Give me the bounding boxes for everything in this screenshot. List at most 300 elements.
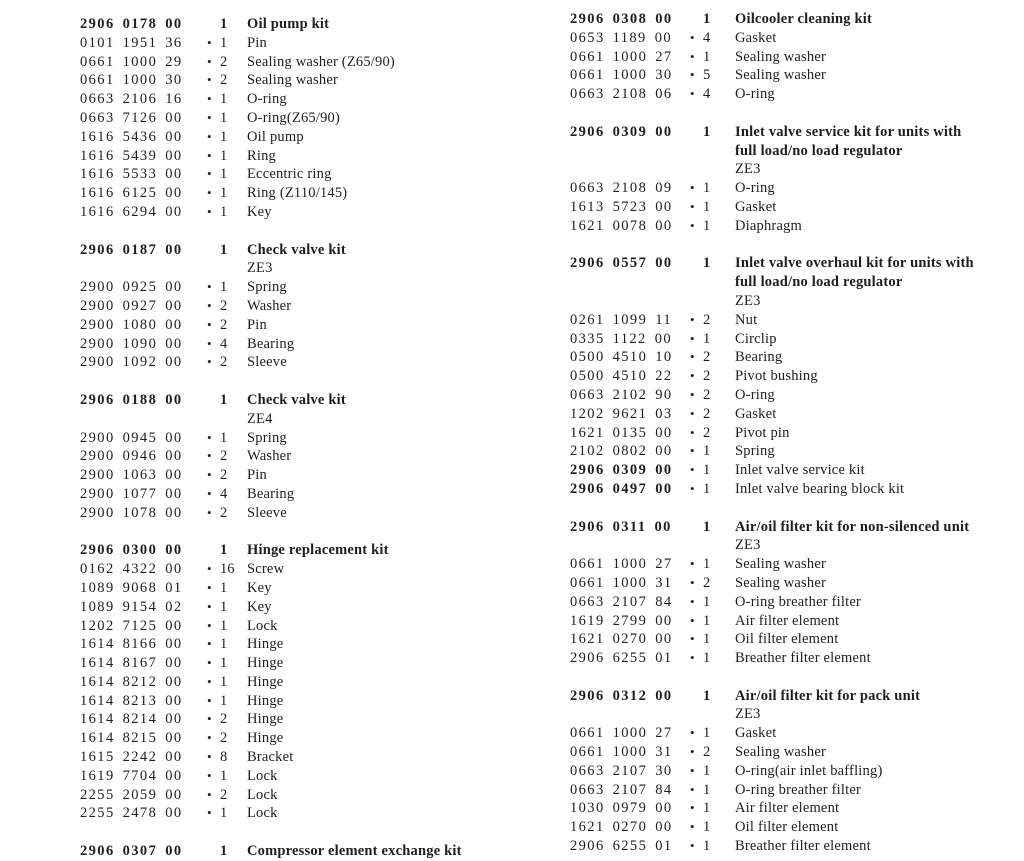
part-row xyxy=(80,184,545,203)
qty-cell xyxy=(207,147,247,166)
part-row xyxy=(80,71,545,90)
kit-title: Inlet valve service kit for units with xyxy=(735,123,962,140)
part-qty: 1 xyxy=(703,612,711,629)
part-qty: 1 xyxy=(703,631,711,648)
qty-cell xyxy=(207,617,247,636)
qty-cell xyxy=(690,743,735,762)
part-description: Hinge xyxy=(247,730,284,747)
part-qty: 2 xyxy=(220,354,228,371)
kit-variant: ZE3 xyxy=(247,260,273,277)
part-qty: 1 xyxy=(703,781,711,798)
part-number: 1614 8214 00 xyxy=(80,711,183,728)
part-row xyxy=(570,424,1022,443)
kit-variant-row xyxy=(570,705,1022,724)
part-row xyxy=(80,128,545,147)
part-description: Pin xyxy=(247,34,267,51)
kit-title: Check valve kit xyxy=(247,241,346,258)
kit-qty: 1 xyxy=(703,255,711,272)
part-row xyxy=(80,335,545,354)
part-number: 0663 2107 84 xyxy=(570,781,673,798)
part-number: 1202 9621 03 xyxy=(570,405,673,422)
part-row xyxy=(80,654,545,673)
kit-variant-row xyxy=(570,292,1022,311)
part-qty: 4 xyxy=(220,485,228,502)
part-qty: 2 xyxy=(220,467,228,484)
part-number: 1089 9068 01 xyxy=(80,579,183,596)
part-description: O-ring xyxy=(247,91,287,108)
part-qty: 1 xyxy=(220,147,228,164)
part-qty: 2 xyxy=(220,711,228,728)
section-gap xyxy=(80,222,545,241)
bullet-icon: • xyxy=(690,744,695,760)
section-gap xyxy=(80,523,545,542)
qty-cell xyxy=(207,466,247,485)
part-number: 0663 2102 90 xyxy=(570,386,673,403)
qty-cell xyxy=(207,447,247,466)
bullet-icon: • xyxy=(207,91,212,107)
part-row xyxy=(80,278,545,297)
kit-qty: 1 xyxy=(220,843,228,860)
kit-title-continuation: full load/no load regulator xyxy=(735,142,903,159)
part-number: 0661 1000 31 xyxy=(570,744,673,761)
bullet-icon: • xyxy=(690,480,695,496)
kit-header-row xyxy=(570,518,1022,537)
parts-column-left xyxy=(80,15,545,861)
part-qty: 1 xyxy=(703,330,711,347)
part-qty: 1 xyxy=(220,617,228,634)
qty-cell xyxy=(207,485,247,504)
part-description: Pin xyxy=(247,316,267,333)
part-description: Lock xyxy=(247,805,278,822)
part-number: 0162 4322 00 xyxy=(80,561,183,578)
part-description: Ring xyxy=(247,147,276,164)
qty-cell xyxy=(207,90,247,109)
part-description: Pivot pin xyxy=(735,424,790,441)
spacer-cell xyxy=(690,292,735,311)
qty-cell xyxy=(690,837,735,856)
part-description: O-ring(air inlet baffling) xyxy=(735,762,883,779)
part-number: 0661 1000 30 xyxy=(80,72,183,89)
part-number: 2900 1090 00 xyxy=(80,335,183,352)
part-qty: 1 xyxy=(220,166,228,183)
part-number: 2900 1063 00 xyxy=(80,467,183,484)
qty-cell xyxy=(207,804,247,823)
kit-variant-row xyxy=(570,160,1022,179)
qty-cell xyxy=(207,71,247,90)
part-description: Lock xyxy=(247,767,278,784)
bullet-icon: • xyxy=(207,166,212,182)
kit-number: 2906 0188 00 xyxy=(80,391,183,408)
part-description: Air filter element xyxy=(735,800,840,817)
part-description: Circlip xyxy=(735,330,777,347)
kit-qty: 1 xyxy=(220,241,228,258)
part-row xyxy=(80,598,545,617)
qty-cell xyxy=(207,635,247,654)
part-number: 0653 1189 00 xyxy=(570,29,673,46)
part-number: 1621 0078 00 xyxy=(570,217,673,234)
qty-cell xyxy=(690,724,735,743)
part-qty: 2 xyxy=(220,53,228,70)
bullet-icon: • xyxy=(207,711,212,727)
bullet-icon: • xyxy=(207,34,212,50)
part-row xyxy=(570,367,1022,386)
qty-cell xyxy=(207,579,247,598)
section-gap xyxy=(80,372,545,391)
kit-variant: ZE3 xyxy=(735,706,761,723)
spacer-cell xyxy=(570,536,690,555)
qty-cell xyxy=(690,311,735,330)
bullet-icon: • xyxy=(690,650,695,666)
part-qty: 2 xyxy=(220,448,228,465)
part-number: 1089 9154 02 xyxy=(80,598,183,615)
part-description: Bracket xyxy=(247,749,294,766)
part-description: O-ring breather filter xyxy=(735,781,861,798)
qty-cell xyxy=(207,109,247,128)
part-row xyxy=(80,692,545,711)
qty-cell xyxy=(690,593,735,612)
bullet-icon: • xyxy=(690,180,695,196)
part-row xyxy=(570,217,1022,236)
part-qty: 1 xyxy=(220,34,228,51)
part-description: Gasket xyxy=(735,198,777,215)
section-gap xyxy=(570,236,1022,255)
part-row xyxy=(80,447,545,466)
bullet-icon: • xyxy=(690,386,695,402)
part-number: 1616 5439 00 xyxy=(80,147,183,164)
qty-cell xyxy=(690,762,735,781)
part-qty: 2 xyxy=(703,424,711,441)
part-qty: 1 xyxy=(220,579,228,596)
bullet-icon: • xyxy=(207,297,212,313)
part-qty: 1 xyxy=(703,725,711,742)
part-number: 2906 0309 00 xyxy=(570,462,673,479)
bullet-icon: • xyxy=(690,86,695,102)
kit-header-row xyxy=(80,842,545,861)
part-qty: 4 xyxy=(220,335,228,352)
qty-cell xyxy=(207,335,247,354)
part-qty: 1 xyxy=(703,650,711,667)
kit-title: Oilcooler cleaning kit xyxy=(735,11,873,27)
bullet-icon: • xyxy=(207,185,212,201)
part-row xyxy=(80,767,545,786)
part-qty: 1 xyxy=(703,198,711,215)
bullet-icon: • xyxy=(207,730,212,746)
part-description: Sealing washer xyxy=(735,574,826,591)
part-qty: 4 xyxy=(703,86,711,103)
qty-cell xyxy=(207,391,247,410)
part-description: O-ring xyxy=(735,386,775,403)
part-description: Bearing xyxy=(247,485,295,502)
part-row xyxy=(80,560,545,579)
part-row xyxy=(570,480,1022,499)
part-qty: 2 xyxy=(703,744,711,761)
kit-variant: ZE3 xyxy=(735,161,761,178)
kit-header-row xyxy=(570,687,1022,706)
part-description: Hinge xyxy=(247,692,284,709)
qty-cell xyxy=(207,842,247,861)
qty-cell xyxy=(690,367,735,386)
part-row xyxy=(570,837,1022,856)
part-row xyxy=(80,147,545,166)
qty-cell xyxy=(690,198,735,217)
part-row xyxy=(570,386,1022,405)
part-row xyxy=(80,729,545,748)
qty-cell xyxy=(207,429,247,448)
bullet-icon: • xyxy=(690,762,695,778)
bullet-icon: • xyxy=(690,819,695,835)
qty-cell xyxy=(690,649,735,668)
part-number: 1614 8167 00 xyxy=(80,655,183,672)
bullet-icon: • xyxy=(690,48,695,64)
part-description: Hinge xyxy=(247,655,284,672)
kit-header-row xyxy=(570,254,1022,273)
part-description: Sealing washer xyxy=(735,556,826,573)
bullet-icon: • xyxy=(690,781,695,797)
bullet-icon: • xyxy=(690,462,695,478)
qty-cell xyxy=(690,612,735,631)
part-number: 0261 1099 11 xyxy=(570,311,673,328)
part-row xyxy=(570,649,1022,668)
qty-cell xyxy=(690,799,735,818)
bullet-icon: • xyxy=(690,725,695,741)
part-qty: 1 xyxy=(220,203,228,220)
qty-cell xyxy=(207,353,247,372)
section-gap xyxy=(570,104,1022,123)
part-qty: 2 xyxy=(220,730,228,747)
bullet-icon: • xyxy=(207,128,212,144)
part-description: Washer xyxy=(247,448,292,465)
part-description: Air filter element xyxy=(735,612,840,629)
kit-qty: 1 xyxy=(220,16,228,32)
part-row xyxy=(570,612,1022,631)
part-row xyxy=(80,485,545,504)
bullet-icon: • xyxy=(207,53,212,69)
kit-number: 2906 0178 00 xyxy=(80,16,183,32)
part-description: Hinge xyxy=(247,673,284,690)
part-number: 1614 8213 00 xyxy=(80,692,183,709)
part-row xyxy=(80,804,545,823)
kit-title: Check valve kit xyxy=(247,391,346,408)
part-row xyxy=(570,781,1022,800)
section-gap xyxy=(80,823,545,842)
kit-qty: 1 xyxy=(703,123,711,140)
qty-cell xyxy=(207,15,247,34)
part-qty: 1 xyxy=(220,429,228,446)
part-row xyxy=(80,297,545,316)
part-description: Spring xyxy=(735,443,775,460)
part-row xyxy=(80,90,545,109)
part-qty: 2 xyxy=(703,405,711,422)
bullet-icon: • xyxy=(207,335,212,351)
part-description: Gasket xyxy=(735,405,777,422)
part-description: Oil filter element xyxy=(735,631,839,648)
part-description: Breather filter element xyxy=(735,838,871,855)
bullet-icon: • xyxy=(207,279,212,295)
part-description: O-ring breather filter xyxy=(735,593,861,610)
kit-number: 2906 0308 00 xyxy=(570,11,673,27)
bullet-icon: • xyxy=(207,485,212,501)
qty-cell xyxy=(207,673,247,692)
part-description: Key xyxy=(247,598,272,615)
qty-cell xyxy=(690,48,735,67)
spacer-cell xyxy=(690,536,735,555)
part-description: Sealing washer (Z65/90) xyxy=(247,53,395,70)
part-description: Pin xyxy=(247,467,267,484)
qty-cell xyxy=(207,598,247,617)
part-qty: 8 xyxy=(220,749,228,766)
qty-cell xyxy=(207,654,247,673)
spacer-cell xyxy=(570,292,690,311)
qty-cell xyxy=(690,574,735,593)
section-gap xyxy=(570,499,1022,518)
part-number: 0663 2108 09 xyxy=(570,180,673,197)
part-qty: 1 xyxy=(703,800,711,817)
kit-title-continuation-row xyxy=(570,273,1022,292)
kit-number: 2906 0307 00 xyxy=(80,843,183,860)
part-qty: 1 xyxy=(220,655,228,672)
part-number: 0661 1000 27 xyxy=(570,725,673,742)
qty-cell xyxy=(690,405,735,424)
bullet-icon: • xyxy=(690,67,695,83)
qty-cell xyxy=(207,541,247,560)
part-qty: 2 xyxy=(220,786,228,803)
bullet-icon: • xyxy=(207,767,212,783)
qty-cell xyxy=(207,710,247,729)
spacer-cell xyxy=(570,273,690,292)
part-number: 1616 5533 00 xyxy=(80,166,183,183)
part-qty: 2 xyxy=(220,504,228,521)
kit-qty: 1 xyxy=(703,687,711,704)
part-row xyxy=(570,179,1022,198)
part-number: 2906 6255 01 xyxy=(570,650,673,667)
bullet-icon: • xyxy=(690,556,695,572)
part-qty: 1 xyxy=(220,673,228,690)
kit-variant-row xyxy=(80,410,545,429)
part-qty: 1 xyxy=(220,279,228,296)
part-qty: 1 xyxy=(703,593,711,610)
part-description: Bearing xyxy=(247,335,295,352)
kit-number: 2906 0309 00 xyxy=(570,123,673,140)
qty-cell xyxy=(690,781,735,800)
kit-variant: ZE3 xyxy=(735,292,761,309)
kit-qty: 1 xyxy=(220,391,228,408)
part-row xyxy=(570,743,1022,762)
part-number: 2900 0927 00 xyxy=(80,297,183,314)
part-description: Spring xyxy=(247,279,287,296)
part-qty: 1 xyxy=(220,692,228,709)
part-description: Inlet valve service kit xyxy=(735,462,865,479)
part-number: 1613 5723 00 xyxy=(570,198,673,215)
part-row xyxy=(80,635,545,654)
part-number: 1030 0979 00 xyxy=(570,800,673,817)
qty-cell xyxy=(207,560,247,579)
part-number: 2900 0945 00 xyxy=(80,429,183,446)
spacer-cell xyxy=(570,705,690,724)
part-number: 1621 0270 00 xyxy=(570,819,673,836)
part-number: 1621 0135 00 xyxy=(570,424,673,441)
kit-title: Air/oil filter kit for non-silenced unit xyxy=(735,518,970,535)
part-number: 2900 1078 00 xyxy=(80,504,183,521)
part-row xyxy=(570,555,1022,574)
part-number: 1619 7704 00 xyxy=(80,767,183,784)
part-number: 0663 2107 84 xyxy=(570,593,673,610)
part-row xyxy=(80,316,545,335)
qty-cell xyxy=(690,386,735,405)
part-row xyxy=(570,48,1022,67)
part-description: Sleeve xyxy=(247,354,287,371)
qty-cell xyxy=(690,330,735,349)
qty-cell xyxy=(690,123,735,142)
part-qty: 1 xyxy=(220,91,228,108)
spacer-cell xyxy=(80,410,207,429)
spacer-cell xyxy=(690,705,735,724)
qty-cell xyxy=(207,241,247,260)
spacer-cell xyxy=(690,160,735,179)
qty-cell xyxy=(207,316,247,335)
bullet-icon: • xyxy=(690,838,695,854)
kit-variant-row xyxy=(80,259,545,278)
bullet-icon: • xyxy=(690,612,695,628)
qty-cell xyxy=(690,480,735,499)
spacer-cell xyxy=(80,259,207,278)
part-number: 2255 2478 00 xyxy=(80,805,183,822)
qty-cell xyxy=(690,348,735,367)
part-row xyxy=(80,617,545,636)
bullet-icon: • xyxy=(207,598,212,614)
part-row xyxy=(570,330,1022,349)
part-qty: 1 xyxy=(703,480,711,497)
kit-header-row xyxy=(570,10,1022,29)
part-number: 1621 0270 00 xyxy=(570,631,673,648)
part-row xyxy=(570,85,1022,104)
kit-title: Oil pump kit xyxy=(247,16,330,32)
part-qty: 1 xyxy=(220,767,228,784)
kit-header-row xyxy=(80,391,545,410)
bullet-icon: • xyxy=(207,448,212,464)
qty-cell xyxy=(207,692,247,711)
part-number: 0661 1000 29 xyxy=(80,53,183,70)
part-row xyxy=(570,593,1022,612)
part-qty: 1 xyxy=(703,838,711,855)
part-description: Lock xyxy=(247,786,278,803)
qty-cell xyxy=(207,786,247,805)
qty-cell xyxy=(207,165,247,184)
part-row xyxy=(80,504,545,523)
part-description: Pivot bushing xyxy=(735,368,818,385)
bullet-icon: • xyxy=(207,636,212,652)
kit-header-row xyxy=(570,123,1022,142)
part-row xyxy=(80,34,545,53)
bullet-icon: • xyxy=(207,617,212,633)
bullet-icon: • xyxy=(207,467,212,483)
part-row xyxy=(80,53,545,72)
bullet-icon: • xyxy=(690,800,695,816)
bullet-icon: • xyxy=(207,354,212,370)
part-description: Gasket xyxy=(735,29,777,46)
qty-cell xyxy=(207,504,247,523)
part-qty: 2 xyxy=(220,72,228,89)
part-number: 1202 7125 00 xyxy=(80,617,183,634)
qty-cell xyxy=(207,767,247,786)
kit-qty: 1 xyxy=(220,542,228,559)
spacer-cell xyxy=(570,160,690,179)
qty-cell xyxy=(207,748,247,767)
part-row xyxy=(80,673,545,692)
qty-cell xyxy=(690,424,735,443)
part-row xyxy=(80,429,545,448)
part-qty: 2 xyxy=(703,349,711,366)
part-number: 2900 0925 00 xyxy=(80,279,183,296)
